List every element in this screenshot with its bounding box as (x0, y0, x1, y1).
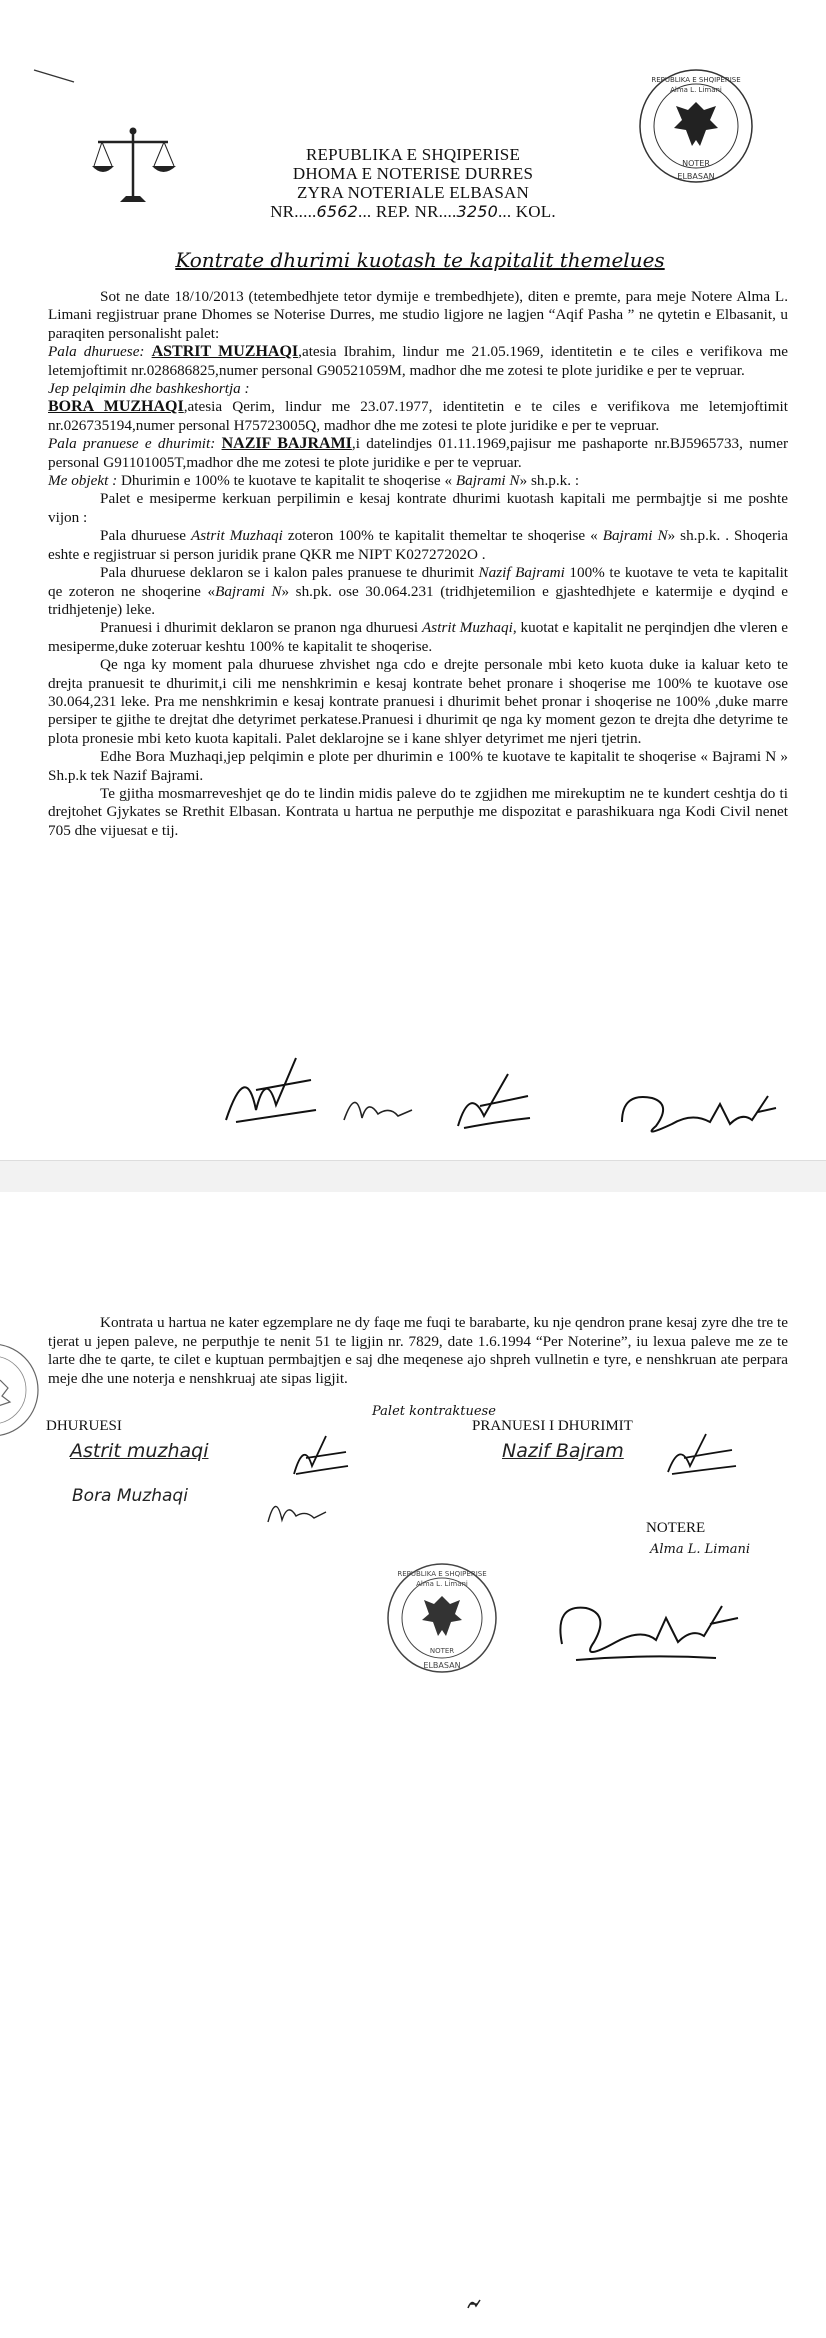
object-label: Me objekt : (48, 472, 118, 490)
seal-city-2: ELBASAN (677, 172, 715, 181)
p2-name: Astrit Muzhaqi (190, 527, 283, 545)
kol-label: KOL. (515, 202, 556, 221)
paragraph-4 (48, 619, 788, 656)
nr-prefix: NR. (270, 202, 299, 221)
p3-text-c: » sh.pk. ose 30.064.231 (tridhjetemilion e gjashtedhjete e katermije e dyqind e tridhjetenje) leke. (48, 582, 788, 618)
paragraph-6: Edhe Bora Muzhaqi,jep pelqimin e plote per dhurimin e 100% te kuotave te kapitalit te shoqerise « Bajrami N » Sh.p.k tek Nazif Bajrami. (48, 748, 788, 784)
signature-recipient (450, 1066, 540, 1136)
object-text-b: » sh.p.k. : (519, 472, 580, 490)
signature-donor (216, 1050, 326, 1130)
spouse-text: ,atesia Qerim, lindur me 23.07.1977, identitetin e te ciles e verifikova me letemjoftimit nr.026735194,numer personal H75723005Q, madhor dhe me zotesi te plote juridike e per te vepruar. (48, 398, 788, 434)
recipient-heading: PRANUESI I DHURIMIT (472, 1418, 633, 1434)
scan-mark (30, 66, 80, 91)
donor-handwritten-name: Astrit muzhaqi (70, 1440, 209, 1462)
recipient-handwritten-name: Nazif Bajram (502, 1440, 624, 1462)
donor-paragraph (48, 343, 788, 380)
header-chamber: DHOMA E NOTERISE DURRES (292, 164, 534, 183)
closing-paragraph: Kontrata u hartua ne kater egzemplare ne dy faqe me fuqi te barabarte, ku nje qendron prane kesaj zyre dhe tre te tjerat u jepen paleve, ne perputhje te nenit 51 te ligjin nr. 7829, date 1.6.1994 “Per Noterine”, iu lexua paleve me ze te larte dhe te qarte, te cilet e kuptuan permbajtjen e saj dhe meqenese ajo shpreh vullnetin e tyre, e nenshkruan ate perpara meje dhe une noterja e nenshkruaj ate sipas ligjit. (48, 1314, 788, 1387)
recipient-text: ,i datelindjes 01.11.1969,pajisur me pashaporte nr.BJ5965733, numer personal G91101005T,madhor dhe me zotesi te plote juridike e per te vepruar. (48, 435, 788, 471)
signature-donor-2 (286, 1430, 356, 1480)
p2-text-c: » sh.p.k. . Shoqeria eshte e regjistruar si person juridik prane QKR me NIPT K02727202O . (48, 527, 789, 563)
header-registry-line: NR.....6562... REP. NR....3250... KOL. (270, 202, 556, 221)
p2-text-b: zoteron 100% te kapitalit themeltar te shoqerise « (282, 527, 603, 545)
signature-spouse (338, 1080, 418, 1130)
paragraph-5: Qe nga ky moment pala dhuruese zhvishet nga cdo e drejte personale mbi keto kuota duke ia kaluar keto te drejta pranuesit te dhurimit,i cili me nenshkrimin e kesaj kontrate behet pronare i shoqerise me 100% te kuotave ose 30.064,231 leke. Pra me nenshkrimin e kesaj kontrate pranuesi i dhurimit behet pronar i shoqerise ne 100% ,duke marre persiper te gjithe te drejtat dhe detyrimet perkatese.Pranuesi i dhurimit qe nga ky moment gezon te drejta dhe detyrime te plota pronesie mbi keto kuota kapitali. Palet deklarojne se i kane shlyer detyrimet me njeri tjetrin. (48, 656, 788, 747)
seal-bottom-top-text: REPUBLIKA E SHQIPERISE (397, 1570, 487, 1578)
signature-notary (612, 1082, 782, 1142)
notary-name: Alma L. Limani (650, 1542, 751, 1557)
spouse-name: BORA MUZHAQI (48, 398, 184, 416)
document-page-2 (0, 1192, 826, 2338)
donor-heading: DHURUESI (46, 1418, 122, 1434)
p4-text-a: Pranuesi i dhurimit deklaron se pranon nga dhuruesi (100, 619, 423, 637)
p3-text-a: Pala dhuruese deklaron se i kalon pales pranuese te dhurimit (100, 564, 479, 582)
notary-seal-partial (0, 1340, 44, 1440)
p2-text-a: Pala dhuruese (100, 527, 191, 545)
rep-value: 3250 (456, 202, 498, 221)
p3-company: Bajrami N (215, 582, 282, 600)
spouse-paragraph (48, 398, 788, 435)
seal-city: NOTER (682, 159, 710, 168)
consent-label: Jep pelqimin dhe bashkeshortja : (48, 380, 250, 398)
p3-text-b: 100% te kuotave te veta te kapitalit qe zoteron ne shoqerine « (48, 564, 789, 600)
paragraph-3 (48, 564, 788, 619)
seal-sub-text: Alma L. Limani (670, 86, 722, 94)
paragraph-7: Te gjitha mosmarreveshjet qe do te lindin midis paleve do te zgjidhen me mirekuptim ne te kundert ceshtja do ti drejtohet Gjykates se Rrethit Elbasan. Kontrata u hartua ne perputhje me dispozitat e parashikuara nga Kodi Civil nenet 705 dhe vijuesat e tij. (48, 784, 788, 839)
donor-text: ,atesia Ibrahim, lindur me 21.05.1969, identitetin e te ciles e verifikova me letemjoftimit nr.028686825,numer personal G90521059M, madhor dhe me zotesi te plote juridike e per te vepruar. (48, 343, 789, 379)
seal-bottom-sub-text: Alma L. Limani (416, 1580, 468, 1588)
document-header (0, 145, 826, 221)
header-republic: REPUBLIKA E SHQIPERISE (305, 145, 521, 164)
notary-heading: NOTERE (646, 1520, 706, 1536)
page-separator (0, 1160, 826, 1194)
paragraph-2 (48, 527, 788, 564)
object-paragraph (48, 472, 788, 490)
header-office: ZYRA NOTERIALE ELBASAN (297, 183, 529, 202)
scan-mark-bottom (464, 2296, 484, 2317)
seal-bottom-noter: NOTER (429, 1647, 455, 1655)
seal-bottom-city: ELBASAN (423, 1661, 461, 1670)
p3-name: Nazif Bajrami (478, 564, 565, 582)
paragraph-1: Palet e mesiperme kerkuan perpilimin e kesaj kontrate dhurimi kuotash kapitali me permbajtje si me poshte vijon : (48, 490, 788, 526)
object-company: Bajrami N (455, 472, 520, 490)
document-title: Kontrate dhurimi kuotash te kapitalit themelues (175, 248, 665, 272)
p4-text-b: , kuotat e kapitalit ne perqindjen dhe vleren e mesiperme,duke zoteruar keshtu 100% te kapitalit te shoqerise. (48, 619, 788, 655)
p4-name: Astrit Muzhaqi (422, 619, 513, 637)
closing-body (48, 1314, 788, 1388)
recipient-label: Pala pranuese e dhurimit: (48, 435, 216, 453)
spouse-handwritten-name: Bora Muzhaqi (72, 1486, 188, 1506)
document-page-1 (0, 0, 826, 1160)
signature-notary-2 (546, 1584, 746, 1674)
p2-company: Bajrami N (602, 527, 668, 545)
donor-label: Pala dhuruese: (48, 343, 145, 361)
seal-top-text: REPUBLIKA E SHQIPERISE (651, 76, 741, 84)
donor-name: ASTRIT MUZHAQI (151, 343, 299, 361)
signature-spouse-2 (262, 1486, 332, 1530)
notary-seal-bottom (384, 1560, 500, 1676)
signature-recipient-2 (662, 1428, 742, 1478)
nr-value: 6562 (316, 202, 359, 221)
recipient-name: NAZIF BAJRAMI (221, 435, 352, 453)
object-text-a: Dhurimin e 100% te kuotave te kapitalit te shoqerise « (117, 472, 456, 490)
contract-body (48, 288, 788, 840)
recipient-paragraph (48, 435, 788, 472)
parties-label: Palet kontraktuese (372, 1404, 496, 1419)
rep-label: REP. NR. (375, 202, 444, 221)
intro-paragraph: Sot ne date 18/10/2013 (tetembedhjete tetor dymije e trembedhjete), diten e premte, para meje Notere Alma L. Limani regjistruar prane Dhomes se Noterise Durres, me studio ligjore ne lagjen “Aqif Pasha ” ne qytetin e Elbasanit, u paraqiten personalisht palet: (48, 288, 788, 342)
